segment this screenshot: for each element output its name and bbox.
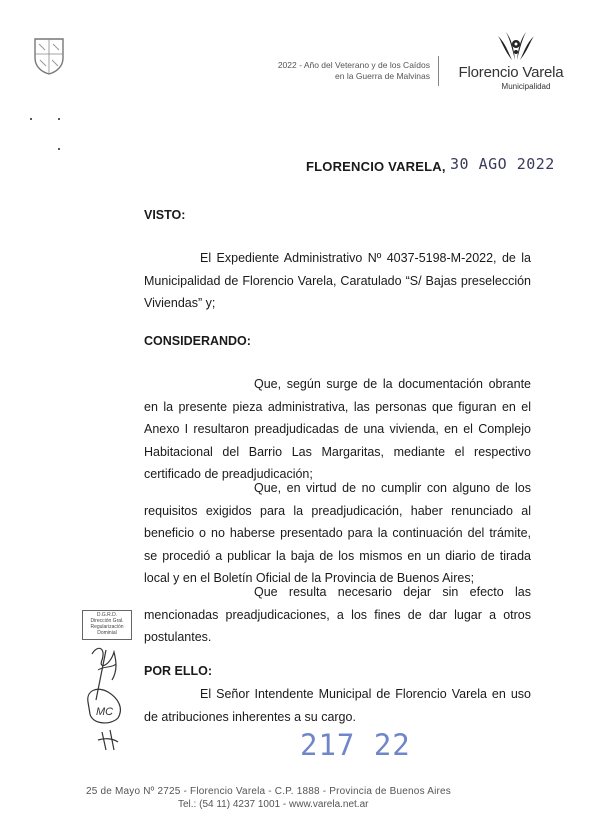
por-ello-text: El Señor Intendente Municipal de Florencio Varela en uso de atribuciones inherentes a su cargo. [144, 687, 531, 724]
scan-dot [58, 148, 60, 150]
considerando-heading: CONSIDERANDO: [144, 334, 251, 348]
considerando-paragraph-3: Que resulta necesario dejar sin efecto las mencionadas preadjudicaciones, a los fines de dar lugar a otros postulantes. [144, 585, 531, 644]
header-divider [438, 56, 439, 86]
considerando-paragraph-1: Que, según surge de la documentación obrante en la presente pieza administrativa, las personas que figuran en el Anexo I resultaron preadjudicadas de una vivienda, en el Complejo Habitacional del Barrio Las Margaritas, mediante el respectivo certificado de preadjudicación; [144, 377, 531, 481]
scan-dot [58, 118, 60, 120]
motto-line-1: 2022 - Año del Veterano y de los Caídos [277, 60, 430, 70]
visto-heading: VISTO: [144, 208, 186, 222]
brand-name: Florencio Varela [458, 64, 564, 81]
florencio-varela-logo-icon [488, 30, 544, 66]
date-stamp: 30 AGO 2022 [450, 155, 555, 173]
considerando-paragraph-2: Que, en virtud de no cumplir con alguno de los requisitos exigidos para la preadjudicación, haber renunciado al beneficio o no haberse presentado para la continuación del trámite, se procedió a publicar la baja de los mismos en un diario de tirada local y en el Boletín Oficial de la Provincia de Buenos Aires; [144, 481, 531, 585]
municipal-seal-icon [32, 36, 66, 76]
footer-address: 25 de Mayo Nº 2725 - Florencio Varela - C.P. 1888 - Provincia de Buenos Aires [86, 786, 451, 797]
header-motto [214, 60, 430, 82]
handwritten-signature-icon [84, 640, 134, 750]
visto-text: El Expediente Administrativo Nº 4037-5198-M-2022, de la Municipalidad de Florencio Varela, Caratulado “S/ Bajas preselección Viviendas” y; [144, 251, 531, 310]
footer-contact: Tel.: (54 11) 4237 1001 - www.varela.net.ar [178, 799, 369, 810]
place-label: FLORENCIO VARELA, [306, 159, 446, 174]
scan-dot [30, 118, 32, 120]
signature-initials: MC [96, 706, 114, 718]
por-ello-heading: POR ELLO: [144, 664, 213, 678]
resolution-number: 217 22 [300, 728, 411, 762]
motto-line-2: en la Guerra de Malvinas [335, 71, 430, 81]
department-stamp: D.G.R.D. Dirección Gral. Regularización Dominial [82, 610, 132, 640]
brand-subtitle: Municipalidad [501, 82, 551, 91]
